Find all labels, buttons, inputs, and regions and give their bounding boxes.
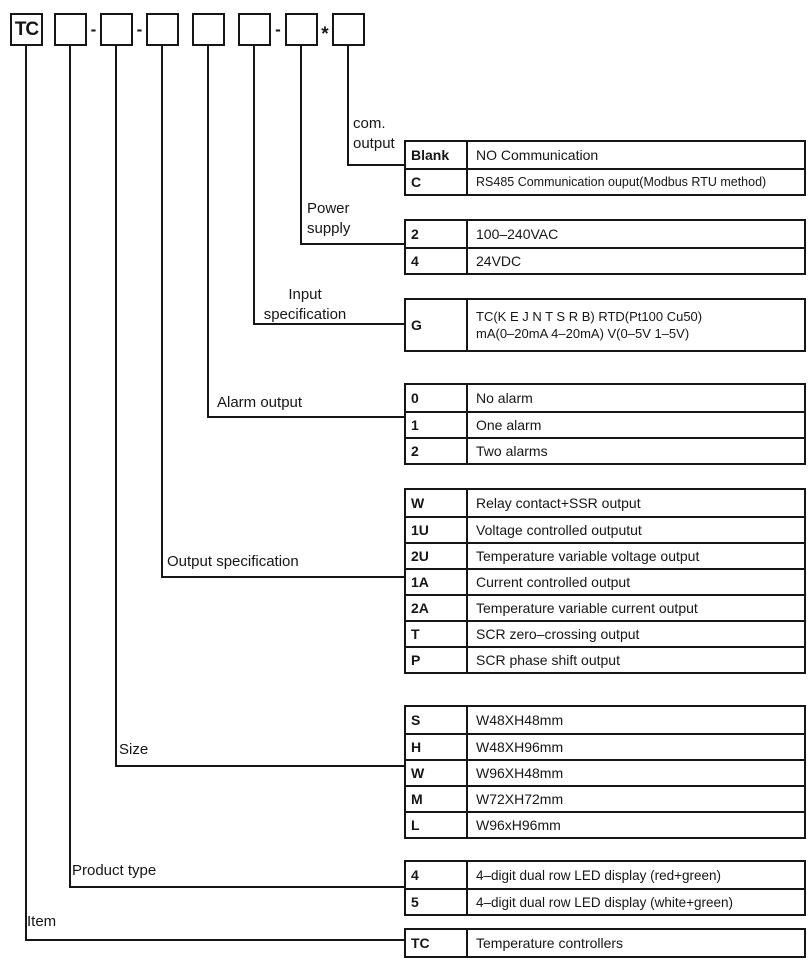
- connector-line-item: [25, 46, 27, 941]
- product-type-table: [404, 860, 806, 916]
- code-cell: 2A: [406, 596, 468, 620]
- code-cell: 1A: [406, 570, 468, 594]
- table-row: [406, 490, 804, 516]
- connector-elbow-com-output: [347, 164, 404, 166]
- code-box-product-type: [54, 13, 87, 46]
- item-label: Item: [27, 913, 57, 930]
- connector-elbow-alarm: [207, 416, 404, 418]
- code-cell: 0: [406, 385, 468, 411]
- table-row: [406, 247, 804, 273]
- desc-cell: RS485 Communication ouput(Modbus RTU method): [476, 175, 767, 189]
- connector-line-power: [300, 46, 302, 245]
- code-box-output-spec: [146, 13, 179, 46]
- code-box-alarm-output: [192, 13, 225, 46]
- alarm-output-label: Alarm output: [217, 394, 303, 411]
- item-table: [404, 928, 806, 958]
- output-spec-table: [404, 488, 806, 674]
- code-cell: L: [406, 813, 468, 837]
- desc-cell: Temperature variable current output: [476, 600, 698, 616]
- code-cell: T: [406, 622, 468, 646]
- code-separator-dash: -: [90, 20, 97, 39]
- power-supply-table: [404, 219, 806, 275]
- code-cell: 4: [406, 862, 468, 888]
- desc-cell: [468, 300, 804, 350]
- table-row: [406, 620, 804, 646]
- com-output-label: com. output: [353, 115, 395, 152]
- code-cell: G: [406, 300, 468, 350]
- code-cell: C: [406, 170, 468, 194]
- code-cell: 1: [406, 413, 468, 437]
- desc-cell: W48XH96mm: [476, 739, 564, 755]
- input-spec-table: [404, 298, 806, 352]
- output-spec-label: Output specification: [167, 553, 299, 570]
- desc-cell: W72XH72mm: [476, 791, 564, 807]
- table-row: [406, 594, 804, 620]
- size-table: [404, 705, 806, 839]
- table-row: [406, 411, 804, 437]
- table-row: [406, 437, 804, 463]
- code-cell: H: [406, 735, 468, 759]
- desc-cell: W96XH48mm: [476, 765, 564, 781]
- code-cell: W: [406, 761, 468, 785]
- power-supply-label: Power supply: [307, 200, 351, 237]
- code-box-size: [100, 13, 133, 46]
- code-cell: 4: [406, 249, 468, 273]
- model-prefix-box: [10, 13, 43, 46]
- connector-line-size: [115, 46, 117, 767]
- table-row: [406, 542, 804, 568]
- code-separator-dash: -: [136, 20, 143, 39]
- connector-elbow-size: [115, 765, 404, 767]
- model-prefix-text: TC: [14, 18, 39, 40]
- table-row: [406, 811, 804, 837]
- desc-cell: Relay contact+SSR output: [476, 495, 641, 511]
- table-row: [406, 221, 804, 247]
- table-row: [406, 568, 804, 594]
- desc-cell: 4–digit dual row LED display (white+green): [476, 894, 734, 910]
- code-cell: TC: [406, 930, 468, 956]
- desc-cell: Temperature controllers: [476, 935, 624, 951]
- desc-cell: SCR zero–crossing output: [476, 626, 640, 642]
- size-label: Size: [119, 741, 149, 758]
- connector-elbow-output-spec: [161, 576, 404, 578]
- com-output-table: [404, 140, 806, 196]
- desc-cell: W48XH48mm: [476, 712, 564, 728]
- input-spec-label: Input specification: [263, 286, 347, 323]
- table-row: [406, 385, 804, 411]
- table-row: [406, 930, 804, 956]
- code-cell: 2: [406, 221, 468, 247]
- desc-cell: No alarm: [476, 390, 533, 406]
- desc-cell: W96xH96mm: [476, 817, 561, 833]
- code-separator-asterisk: *: [321, 24, 329, 45]
- table-row: [406, 862, 804, 888]
- connector-elbow-item: [25, 939, 404, 941]
- desc-cell: NO Communication: [476, 147, 599, 163]
- connector-line-output-spec: [161, 46, 163, 578]
- desc-cell: 4–digit dual row LED display (red+green): [476, 867, 722, 883]
- code-cell: Blank: [406, 142, 468, 168]
- table-row: [406, 759, 804, 785]
- table-row: [406, 300, 804, 350]
- code-box-power-supply: [285, 13, 318, 46]
- code-cell: 1U: [406, 518, 468, 542]
- code-separator-dash: -: [275, 20, 281, 39]
- desc-line: mA(0–20mA 4–20mA) V(0–5V 1–5V): [476, 326, 690, 341]
- table-row: [406, 707, 804, 733]
- code-cell: P: [406, 648, 468, 672]
- desc-cell: Two alarms: [476, 443, 548, 459]
- alarm-output-table: [404, 383, 806, 465]
- connector-elbow-power: [300, 243, 404, 245]
- table-row: [406, 733, 804, 759]
- connector-line-input-spec: [253, 46, 255, 325]
- desc-cell: 100–240VAC: [476, 226, 559, 242]
- code-cell: W: [406, 490, 468, 516]
- desc-line: TC(K E J N T S R B) RTD(Pt100 Cu50): [476, 309, 703, 324]
- table-row: [406, 785, 804, 811]
- code-box-input-spec: [238, 13, 271, 46]
- table-row: [406, 142, 804, 168]
- desc-cell: SCR phase shift output: [476, 652, 620, 668]
- table-row: [406, 646, 804, 672]
- code-box-com-output: [332, 13, 365, 46]
- desc-cell: Current controlled output: [476, 574, 631, 590]
- product-type-label: Product type: [72, 862, 157, 879]
- connector-elbow-product-type: [69, 886, 404, 888]
- desc-cell: One alarm: [476, 417, 542, 433]
- desc-cell: 24VDC: [476, 253, 522, 269]
- table-row: [406, 516, 804, 542]
- code-cell: S: [406, 707, 468, 733]
- table-row: [406, 888, 804, 914]
- desc-cell: Temperature variable voltage output: [476, 548, 700, 564]
- table-row: [406, 168, 804, 194]
- desc-cell: Voltage controlled outputut: [476, 522, 642, 538]
- code-cell: M: [406, 787, 468, 811]
- connector-line-alarm: [207, 46, 209, 418]
- code-cell: 2: [406, 439, 468, 463]
- connector-line-product-type: [69, 46, 71, 888]
- code-cell: 2U: [406, 544, 468, 568]
- code-cell: 5: [406, 890, 468, 914]
- connector-line-com-output: [347, 46, 349, 166]
